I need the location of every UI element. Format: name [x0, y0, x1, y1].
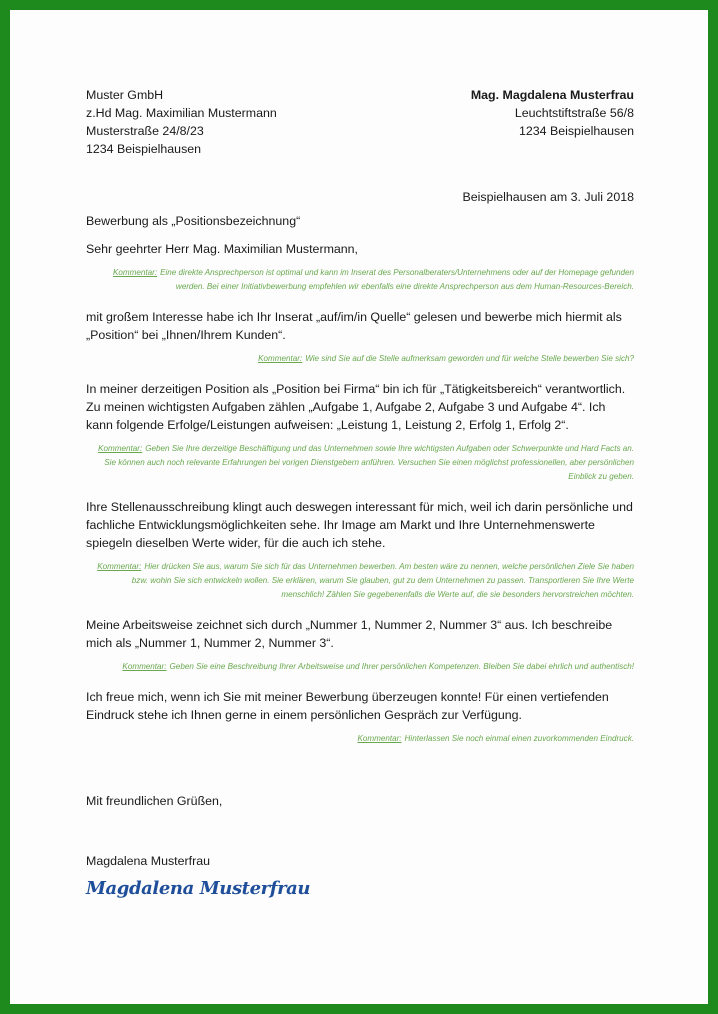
- applicant-name: Mag. Magdalena Musterfrau: [470, 88, 634, 102]
- applicant-street: Leuchtstiftstraße 56/8: [514, 106, 634, 120]
- comment-text: Hinterlassen Sie noch einmal einen zuvorkommenden Eindruck.: [404, 734, 634, 743]
- paragraph-current-position: In meiner derzeitigen Position als „Position bei Firma“ bin ich für „Tätigkeitsbereich“ verantwortlich. Zu meinen wichtigsten Aufgaben zählen „Aufgabe 1, Aufgabe 2, Aufgabe 3 und Aufgabe 4“. Ich kann folgende Erfolge/Leistungen aufweisen: „Leistung 1, Leistung 2, Erfolg 1, Erfolg 2“.: [86, 382, 626, 432]
- comment-text: Geben Sie eine Beschreibung Ihrer Arbeitsweise und Ihrer persönlichen Kompetenzen. Bleiben Sie dabei ehrlich und authentisch!: [169, 662, 634, 671]
- closing-greeting: Mit freundlichen Grüßen,: [86, 794, 223, 808]
- comment-note: [86, 660, 634, 674]
- comment-label: Kommentar:: [357, 734, 402, 743]
- comment-label: Kommentar:: [122, 662, 167, 671]
- paragraph-motivation: Ihre Stellenausschreibung klingt auch deswegen interessant für mich, weil ich darin persönliche und fachliche Entwicklungsmöglichkeiten sehe. Ihr Image am Markt und Ihre Unternehmenswerte spiegeln dieselben Werte wider, für die auch ich stehe.: [86, 500, 633, 550]
- recipient-line: Muster GmbH: [86, 88, 164, 102]
- letter-content: [86, 86, 634, 898]
- comment-label: Kommentar:: [98, 444, 143, 453]
- signer-name: Magdalena Musterfrau: [86, 854, 210, 868]
- comment-note: [86, 732, 634, 746]
- applicant-city: 1234 Beispielhausen: [518, 124, 634, 138]
- comment-label: Kommentar:: [97, 562, 142, 571]
- comment-note: [86, 442, 634, 484]
- comment-text: Wie sind Sie auf die Stelle aufmerksam geworden und für welche Stelle bewerben Sie sich?: [305, 354, 634, 363]
- handwritten-signature: Magdalena Musterfrau: [86, 878, 311, 899]
- date-line: Beispielhausen am 3. Juli 2018: [462, 190, 634, 204]
- comment-note: [86, 266, 634, 294]
- comment-note: [86, 352, 634, 366]
- paragraph-work-style: Meine Arbeitsweise zeichnet sich durch „Nummer 1, Nummer 2, Nummer 3“ aus. Ich beschreibe mich als „Nummer 1, Nummer 2, Nummer 3“.: [86, 618, 613, 650]
- comment-label: Kommentar:: [258, 354, 303, 363]
- recipient-line: 1234 Beispielhausen: [86, 142, 202, 156]
- recipient-line: Musterstraße 24/8/23: [86, 124, 204, 138]
- comment-text: Geben Sie Ihre derzeitige Beschäftigung und das Unternehmen sowie Ihre wichtigsten Aufgaben oder Schwerpunkte und Hard Facts an. Sie können auch noch relevante Erfahrungen bei vorigen Dienstgebern anführen. Versuchen Sie einen möglichst professionellen, aber persönlichen Einblick zu geben.: [104, 444, 634, 481]
- paragraph-closing: Ich freue mich, wenn ich Sie mit meiner Bewerbung überzeugen konnte! Für einen vertiefenden Eindruck stehe ich Ihnen gerne in einem persönlichen Gespräch zur Verfügung.: [86, 690, 609, 722]
- paragraph-source: mit großem Interesse habe ich Ihr Inserat „auf/im/in Quelle“ gelesen und bewerbe mich hiermit als „Position“ bei „Ihnen/Ihrem Kunden“.: [86, 310, 622, 342]
- comment-note: [86, 560, 634, 602]
- recipient-line: z.Hd Mag. Maximilian Mustermann: [86, 106, 277, 120]
- letter-page: [10, 10, 708, 1004]
- comment-label: Kommentar:: [112, 268, 158, 277]
- salutation: Sehr geehrter Herr Mag. Maximilian Mustermann,: [86, 242, 359, 256]
- recipient-address: [86, 86, 277, 158]
- comment-text: Hier drücken Sie aus, warum Sie sich für das Unternehmen bewerben. Am besten wäre zu nennen, welche persönlichen Ziele Sie haben bzw. wohin Sie sich entwickeln wollen. Sie erklären, warum Sie glauben, gut zu dem Unternehmen zu passen. Transportieren Sie Ihre Werte menschlich! Zählen Sie gegebenenfalls die Werte auf, die sie besonders hervorstreichen möchten.: [131, 562, 634, 599]
- comment-text: Eine direkte Ansprechperson ist optimal und kann im Inserat des Personalberaters/Unternehmens oder auf der Homepage gefunden werden. Bei einer Initiativbewerbung empfehlen wir ebenfalls eine direkte Ansprechperson aus dem Human-Resources-Bereich.: [160, 268, 634, 291]
- subject-line: Bewerbung als „Positionsbezeichnung“: [86, 214, 301, 228]
- address-header: [86, 86, 634, 158]
- applicant-address: [471, 86, 634, 158]
